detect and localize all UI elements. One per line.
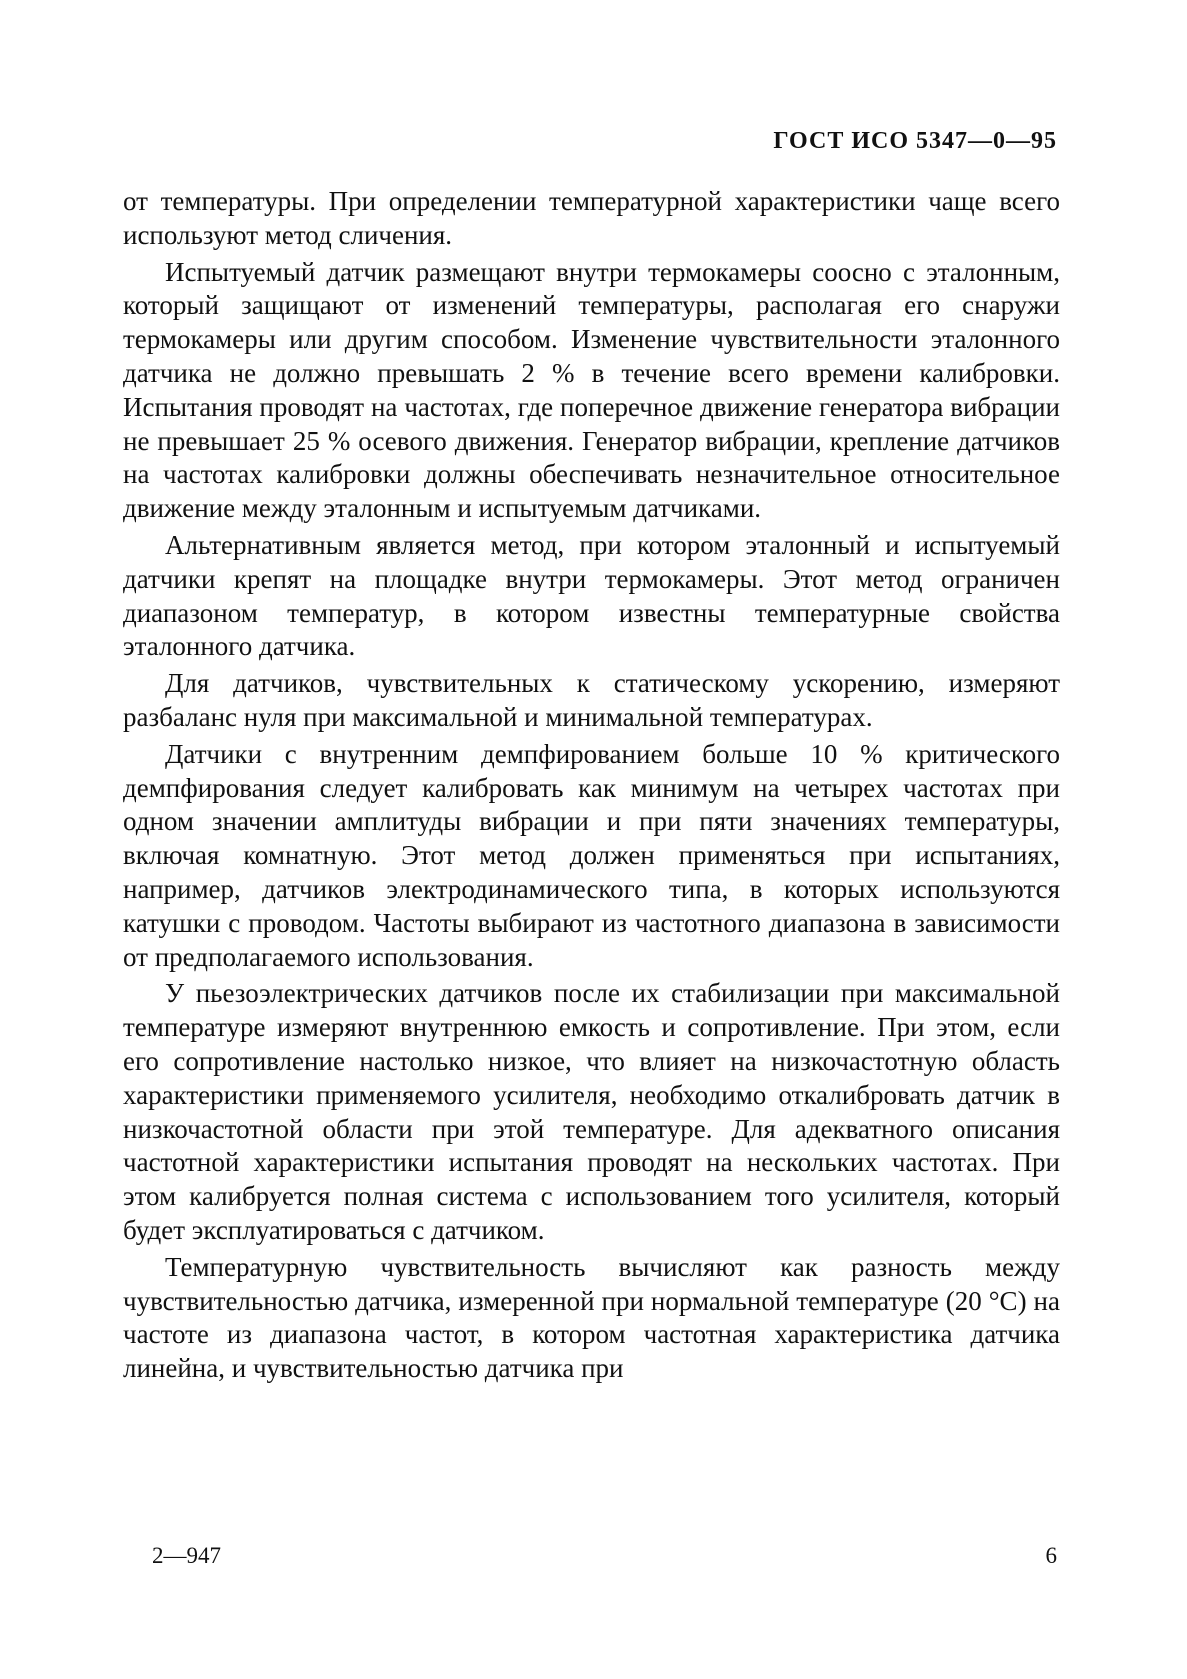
paragraph: Альтернативным является метод, при котором эталонный и испытуемый датчики крепят на площадке внутри термокамеры. Этот метод ограничен диапазоном температур, в котором известны температурные свойства эталонного датчика. (123, 529, 1060, 662)
body-text (123, 185, 1060, 1389)
paragraph: Температурную чувствительность вычисляют как разность между чувствительностью датчика, измеренной при нормальной температуре (20 °С) на частоте из диапазона частот, в котором частотная характеристика датчика линейна, и чувствительностью датчика при (123, 1251, 1060, 1384)
paragraph: Датчики с внутренним демпфированием больше 10 % критического демпфирования следует калибровать как минимум на четырех частотах при одном значении амплитуды вибрации и при пяти значениях температуры, включая комнатную. Этот метод должен применяться при испытаниях, например, датчиков электродинамического типа, в которых используются катушки с проводом. Частоты выбирают из частотного диапазона в зависимости от предполагаемого использования. (123, 738, 1060, 972)
document-code-header: ГОСТ ИСО 5347—0—95 (773, 128, 1057, 154)
paragraph: Для датчиков, чувствительных к статическому ускорению, измеряют разбаланс нуля при максимальной и минимальной температурах. (123, 668, 1060, 732)
page-number: 6 (1045, 1543, 1057, 1568)
paragraph-continuation: от температуры. При определении температурной характеристики чаще всего используют метод сличения. (123, 186, 1060, 250)
paragraph: Испытуемый датчик размещают внутри термокамеры соосно с эталонным, который защищают от изменений температуры, располагая его снаружи термокамеры или другим способом. Изменение чувствительности эталонного датчика не должно превышать 2 % в течение всего времени калибровки. Испытания проводят на частотах, где поперечное движение генератора вибрации не превышает 25 % осевого движения. Генератор вибрации, крепление датчиков на частотах калибровки должны обеспечивать незначительное относительное движение между эталонным и испытуемым датчиками. (123, 256, 1060, 524)
paragraph: У пьезоэлектрических датчиков после их стабилизации при максимальной температуре измеряют внутреннюю емкость и сопротивление. При этом, если его сопротивление настолько низкое, что влияет на низкочастотную область характеристики применяемого усилителя, необходимо откалибровать датчик в низкочастотной области при этой температуре. Для адекватного описания частотной характеристики испытания проводят на нескольких частотах. При этом калибруется полная система с использованием того усилителя, который будет эксплуатироваться с датчиком. (123, 978, 1060, 1245)
print-code: 2—947 (152, 1543, 221, 1568)
